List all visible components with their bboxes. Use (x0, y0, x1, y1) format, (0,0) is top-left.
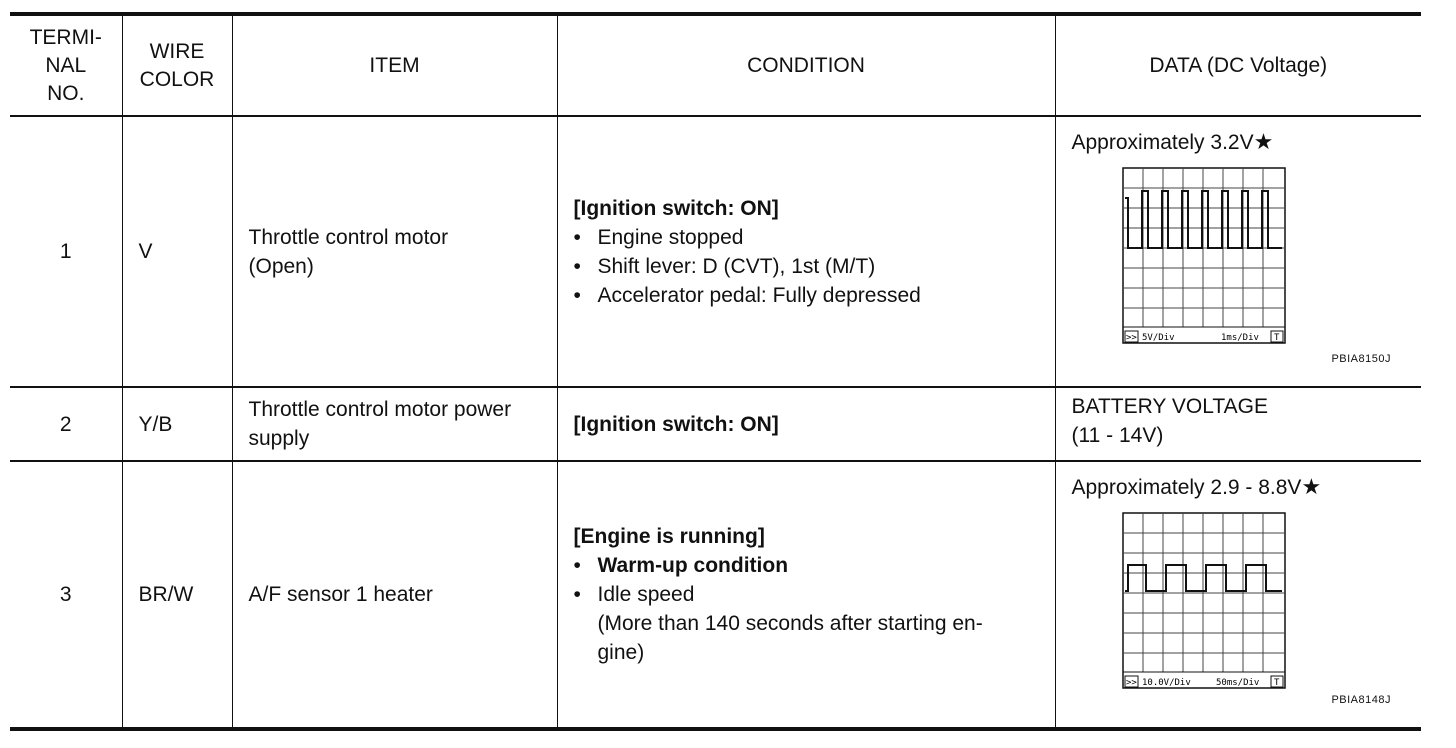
wire-color: Y/B (122, 387, 232, 461)
condition-cell (557, 387, 1055, 461)
figure-reference: PBIA8150J (1331, 353, 1391, 365)
terminal-data-table-sheet (10, 12, 1421, 730)
table-row (10, 116, 1421, 387)
condition-bullet (574, 551, 1035, 580)
star-icon: ★ (1253, 129, 1274, 154)
bullet-icon: • (573, 225, 581, 249)
bullet-icon: • (573, 254, 581, 278)
data-value: Approximately 3.2V★ (1071, 129, 1274, 154)
item-text: A/F sensor 1 heater (232, 461, 557, 729)
condition-cell (557, 116, 1055, 387)
terminal-no: 1 (10, 116, 122, 387)
scope-t-marker: T (1273, 678, 1279, 688)
data-cell (1055, 116, 1421, 387)
scope-volt-div: 10.0V/Div (1141, 678, 1191, 688)
terminal-no: 2 (10, 387, 122, 461)
scope-marker: >> (1125, 678, 1137, 688)
condition-bullet (574, 223, 1035, 252)
data-value: BATTERY VOLTAGE (11 - 14V) (1071, 395, 1268, 447)
header-data: DATA (DC Voltage) (1055, 14, 1421, 116)
bullet-text: Warm-up condition (597, 554, 789, 577)
condition-cell (557, 461, 1055, 729)
data-cell (1055, 387, 1421, 461)
bullet-icon: • (573, 554, 581, 577)
data-cell (1055, 461, 1421, 729)
header-condition: CONDITION (557, 14, 1055, 116)
bullet-text: Accelerator pedal: Fully depressed (597, 283, 921, 307)
wire-color: BR/W (122, 461, 232, 729)
figure-reference: PBIA8148J (1331, 694, 1391, 706)
bullet-icon: • (573, 583, 581, 606)
scope-time-div: 50ms/Div (1215, 678, 1259, 688)
terminal-data-table (10, 12, 1421, 731)
item-text: Throttle control motor power supply (232, 387, 557, 461)
bullet-text: Engine stopped (597, 225, 744, 249)
table-row (10, 387, 1421, 461)
item-text: Throttle control motor (Open) (232, 116, 557, 387)
data-value: Approximately 2.9 - 8.8V★ (1071, 474, 1322, 499)
condition-bullet (574, 252, 1035, 281)
header-row (10, 14, 1421, 116)
scope-t-marker: T (1273, 333, 1279, 343)
condition-bullet (574, 580, 1035, 667)
condition-bullet (574, 281, 1035, 310)
condition-title: [Engine is running] (573, 525, 765, 548)
header-item: ITEM (232, 14, 557, 116)
scope-time-div: 1ms/Div (1220, 333, 1259, 343)
bullet-text: Shift lever: D (CVT), 1st (M/T) (597, 254, 876, 278)
scope-volt-div: 5V/Div (1141, 333, 1175, 343)
terminal-no: 3 (10, 461, 122, 729)
wire-color: V (122, 116, 232, 387)
oscilloscope-waveform-3 (1122, 512, 1288, 692)
scope-marker: >> (1125, 333, 1137, 343)
table-row (10, 461, 1421, 729)
bullet-text: Idle speed (More than 140 seconds after starting en- gine) (597, 583, 983, 664)
header-terminal-no: TERMI- NAL NO. (10, 14, 122, 116)
bullet-icon: • (573, 283, 581, 307)
condition-title: [Ignition switch: ON] (573, 412, 779, 436)
header-wire-color: WIRE COLOR (122, 14, 232, 116)
condition-title: [Ignition switch: ON] (573, 196, 779, 220)
star-icon: ★ (1301, 474, 1322, 499)
oscilloscope-waveform-1 (1122, 167, 1288, 347)
